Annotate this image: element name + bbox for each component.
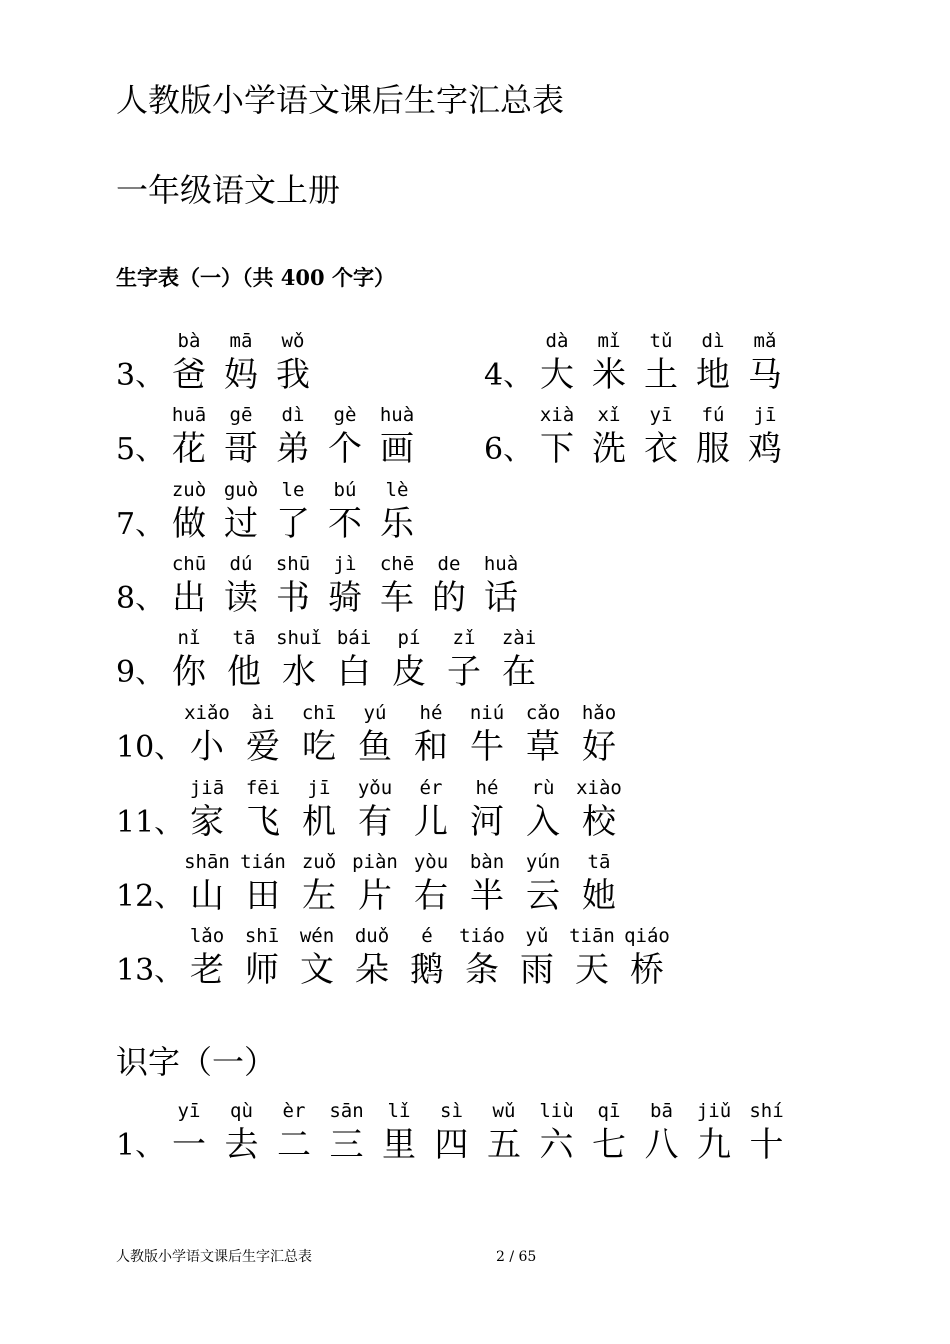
pinyin: yǔ: [525, 925, 549, 947]
pinyin: chē: [379, 553, 415, 575]
hanzi: 云: [526, 876, 560, 916]
pinyin: yī: [649, 404, 673, 426]
character-entry: [409, 777, 453, 847]
hanzi: 四: [434, 1125, 469, 1165]
pinyin: shī: [244, 925, 280, 947]
hanzi: 七: [592, 1125, 626, 1165]
hanzi: 的: [432, 578, 466, 618]
hanzi: 片: [358, 876, 392, 916]
pinyin: xiào: [576, 777, 622, 799]
hanzi: 好: [582, 727, 616, 767]
hanzi: 子: [447, 652, 481, 692]
hanzi: 你: [172, 652, 206, 692]
hanzi: 个: [328, 429, 362, 469]
hanzi: 出: [172, 578, 206, 618]
hanzi: 一: [172, 1125, 206, 1165]
character-entry: [297, 777, 341, 847]
section-heading: 识字（一）: [116, 1043, 277, 1081]
hanzi: 八: [644, 1125, 679, 1165]
pinyin: ài: [251, 702, 275, 724]
pinyin: tā: [587, 851, 611, 873]
pinyin: rù: [531, 777, 555, 799]
pinyin: xiǎo: [184, 702, 230, 724]
character-entry: [220, 1100, 264, 1170]
character-entry: [222, 627, 266, 697]
character-entry: [241, 851, 285, 921]
lesson-number: 12、: [116, 879, 185, 914]
lesson-number: 6、: [484, 432, 534, 467]
hanzi: 水: [282, 652, 316, 692]
character-entry: [167, 627, 211, 697]
pinyin: dì: [281, 404, 305, 426]
character-entry: [497, 627, 541, 697]
footer-page-number: 2 / 65: [496, 1249, 537, 1265]
character-entry: [577, 777, 621, 847]
pinyin: jī: [307, 777, 331, 799]
character-entry: [743, 404, 787, 474]
hanzi: 校: [582, 802, 616, 842]
pinyin: zuò: [171, 479, 207, 501]
pinyin: xià: [539, 404, 575, 426]
pinyin: wén: [299, 925, 335, 947]
pinyin: mā: [229, 330, 253, 352]
hanzi: 书: [276, 578, 310, 618]
character-entry: [521, 777, 565, 847]
hanzi: 服: [696, 429, 730, 469]
character-entry: [297, 851, 341, 921]
hanzi: 家: [190, 802, 224, 842]
hanzi: 十: [749, 1125, 784, 1165]
pinyin: tián: [240, 851, 286, 873]
character-entry: [521, 851, 565, 921]
character-entry: [577, 851, 621, 921]
character-table-label: 生字表（一）（共 400 个字）: [116, 265, 395, 290]
pinyin: gè: [333, 404, 357, 426]
lesson-number: 1、: [116, 1128, 166, 1163]
hanzi: 弟: [276, 429, 310, 469]
hanzi: 爱: [246, 727, 280, 767]
character-entry: [625, 925, 669, 995]
hanzi: 鹅: [410, 950, 444, 990]
hanzi: 和: [414, 727, 448, 767]
hanzi: 哥: [224, 429, 258, 469]
lesson-number: 8、: [116, 581, 166, 616]
pinyin: pí: [397, 627, 421, 649]
pinyin: huà: [379, 404, 415, 426]
hanzi: 二: [277, 1125, 311, 1165]
pinyin: yú: [363, 702, 387, 724]
character-entry: [241, 777, 285, 847]
hanzi: 她: [582, 876, 616, 916]
pinyin: dà: [545, 330, 569, 352]
hanzi: 条: [465, 950, 499, 990]
pinyin: xǐ: [597, 404, 621, 426]
hanzi: 鸡: [748, 429, 782, 469]
hanzi: 老: [190, 950, 224, 990]
pinyin: dì: [701, 330, 725, 352]
lesson-number: 5、: [116, 432, 166, 467]
character-entry: [272, 1100, 316, 1170]
hanzi: 朵: [355, 950, 389, 990]
character-entry: [295, 925, 339, 995]
pinyin: fēi: [245, 777, 281, 799]
hanzi: 大: [540, 355, 574, 395]
pinyin: fú: [701, 404, 725, 426]
hanzi: 桥: [630, 950, 664, 990]
hanzi: 里: [382, 1125, 416, 1165]
character-entry: [377, 1100, 421, 1170]
pinyin: èr: [282, 1100, 306, 1122]
hanzi: 左: [302, 876, 336, 916]
pinyin: tiān: [569, 925, 615, 947]
pinyin: huā: [171, 404, 207, 426]
hanzi: 爸: [172, 355, 206, 395]
pinyin: chī: [301, 702, 337, 724]
pinyin: cǎo: [525, 702, 561, 724]
pinyin: ér: [419, 777, 443, 799]
document-title: 人教版小学语文课后生字汇总表: [116, 81, 565, 119]
pinyin: duǒ: [354, 925, 390, 947]
lesson-number: 4、: [484, 358, 534, 393]
lesson-number: 13、: [116, 953, 185, 988]
hanzi: 洗: [592, 429, 626, 469]
hanzi: 天: [575, 950, 609, 990]
pinyin: shí: [749, 1100, 784, 1122]
hanzi: 花: [172, 429, 206, 469]
hanzi: 衣: [644, 429, 678, 469]
hanzi: 了: [276, 504, 310, 544]
character-entry: [297, 702, 341, 772]
character-entry: [745, 1100, 789, 1170]
pinyin: shān: [184, 851, 230, 873]
hanzi: 田: [246, 876, 280, 916]
pinyin: liù: [539, 1100, 574, 1122]
pinyin: jiǔ: [696, 1100, 732, 1122]
character-entry: [743, 330, 787, 400]
pinyin: dú: [229, 553, 253, 575]
pinyin: sì: [440, 1100, 463, 1122]
pinyin: guò: [223, 479, 259, 501]
character-entry: [430, 1100, 474, 1170]
character-entry: [692, 1100, 736, 1170]
footer-doc-name: 人教版小学语文课后生字汇总表: [116, 1249, 312, 1265]
character-entry: [387, 627, 431, 697]
hanzi: 马: [748, 355, 782, 395]
hanzi: 九: [697, 1125, 731, 1165]
character-entry: [465, 702, 509, 772]
pinyin: tā: [232, 627, 256, 649]
hanzi: 鱼: [358, 727, 392, 767]
pinyin: é: [421, 925, 433, 947]
pinyin: zuǒ: [301, 851, 337, 873]
hanzi: 皮: [392, 652, 426, 692]
character-entry: [353, 777, 397, 847]
hanzi: 我: [276, 355, 310, 395]
pinyin: shuǐ: [276, 627, 322, 649]
pinyin: tiáo: [459, 925, 505, 947]
pinyin: lǎo: [189, 925, 225, 947]
pinyin: tǔ: [649, 330, 673, 352]
hanzi: 吃: [302, 727, 336, 767]
pinyin: niú: [469, 702, 505, 724]
character-entry: [353, 851, 397, 921]
hanzi: 做: [172, 504, 206, 544]
hanzi: 山: [190, 876, 224, 916]
pinyin: bàn: [469, 851, 505, 873]
hanzi: 乐: [380, 504, 414, 544]
pinyin: qī: [597, 1100, 621, 1122]
hanzi: 车: [380, 578, 414, 618]
pinyin: bā: [650, 1100, 673, 1122]
pinyin: le: [281, 479, 305, 501]
pinyin: shū: [275, 553, 311, 575]
character-entry: [325, 1100, 369, 1170]
character-entry: [375, 479, 419, 549]
hanzi: 右: [414, 876, 448, 916]
character-entry: [409, 702, 453, 772]
character-entry: [185, 925, 229, 995]
pinyin: jī: [753, 404, 777, 426]
hanzi: 下: [540, 429, 574, 469]
pinyin: yǒu: [357, 777, 393, 799]
character-entry: [482, 1100, 526, 1170]
pinyin: bái: [336, 627, 372, 649]
hanzi: 三: [329, 1125, 364, 1165]
hanzi: 飞: [246, 802, 280, 842]
character-entry: [587, 1100, 631, 1170]
hanzi: 画: [380, 429, 414, 469]
character-entry: [479, 553, 523, 623]
hanzi: 米: [592, 355, 626, 395]
character-entry: [332, 627, 376, 697]
hanzi: 在: [502, 652, 536, 692]
hanzi: 话: [484, 578, 518, 618]
character-entry: [409, 851, 453, 921]
lesson-number: 9、: [116, 655, 166, 690]
hanzi: 草: [526, 727, 560, 767]
pinyin: qiáo: [624, 925, 670, 947]
pinyin: hé: [419, 702, 443, 724]
hanzi: 小: [190, 727, 224, 767]
pinyin: de: [437, 553, 461, 575]
hanzi: 不: [328, 504, 362, 544]
hanzi: 师: [245, 950, 279, 990]
pinyin: yòu: [413, 851, 449, 873]
character-entry: [167, 1100, 211, 1170]
hanzi: 过: [224, 504, 258, 544]
hanzi: 地: [696, 355, 730, 395]
character-entry: [185, 702, 229, 772]
character-entry: [375, 404, 419, 474]
pinyin: bà: [177, 330, 201, 352]
pinyin: mǐ: [597, 330, 621, 352]
pinyin: hǎo: [581, 702, 617, 724]
pinyin: zài: [501, 627, 537, 649]
pinyin: zǐ: [452, 627, 476, 649]
pinyin: mǎ: [753, 330, 777, 352]
pinyin: lè: [385, 479, 409, 501]
character-entry: [350, 925, 394, 995]
hanzi: 雨: [520, 950, 554, 990]
character-entry: [405, 925, 449, 995]
pinyin: hé: [475, 777, 499, 799]
character-entry: [535, 1100, 579, 1170]
pinyin: jì: [333, 553, 357, 575]
pinyin: piàn: [352, 851, 398, 873]
character-entry: [185, 777, 229, 847]
lesson-number: 7、: [116, 507, 166, 542]
lesson-number: 10、: [116, 730, 185, 765]
pinyin: lǐ: [387, 1100, 411, 1122]
character-entry: [241, 702, 285, 772]
hanzi: 骑: [328, 578, 362, 618]
pinyin: nǐ: [177, 627, 201, 649]
pinyin: wǒ: [281, 330, 305, 352]
character-entry: [240, 925, 284, 995]
character-entry: [185, 851, 229, 921]
character-entry: [271, 330, 315, 400]
character-entry: [465, 851, 509, 921]
pinyin: qù: [230, 1100, 253, 1122]
pinyin: chū: [171, 553, 207, 575]
hanzi: 有: [358, 802, 392, 842]
hanzi: 半: [470, 876, 504, 916]
hanzi: 牛: [470, 727, 504, 767]
character-entry: [515, 925, 559, 995]
character-entry: [521, 702, 565, 772]
character-entry: [577, 702, 621, 772]
grade-subtitle: 一年级语文上册: [116, 171, 341, 209]
hanzi: 土: [644, 355, 678, 395]
hanzi: 儿: [414, 802, 448, 842]
pinyin: jiā: [189, 777, 225, 799]
lesson-number: 11、: [116, 805, 185, 840]
hanzi: 他: [227, 652, 261, 692]
character-entry: [570, 925, 614, 995]
character-entry: [277, 627, 321, 697]
hanzi: 去: [224, 1125, 259, 1165]
hanzi: 入: [526, 802, 560, 842]
hanzi: 机: [302, 802, 336, 842]
character-entry: [640, 1100, 684, 1170]
character-entry: [460, 925, 504, 995]
hanzi: 六: [539, 1125, 574, 1165]
hanzi: 五: [487, 1125, 521, 1165]
hanzi: 读: [224, 578, 258, 618]
hanzi: 白: [337, 652, 371, 692]
pinyin: huà: [483, 553, 519, 575]
character-entry: [465, 777, 509, 847]
pinyin: sān: [329, 1100, 364, 1122]
hanzi: 妈: [224, 355, 258, 395]
pinyin: gē: [229, 404, 253, 426]
pinyin: wǔ: [492, 1100, 516, 1122]
pinyin: bú: [333, 479, 357, 501]
lesson-number: 3、: [116, 358, 166, 393]
pinyin: yī: [177, 1100, 201, 1122]
hanzi: 河: [470, 802, 504, 842]
character-entry: [442, 627, 486, 697]
hanzi: 文: [300, 950, 334, 990]
character-entry: [353, 702, 397, 772]
pinyin: yún: [525, 851, 561, 873]
